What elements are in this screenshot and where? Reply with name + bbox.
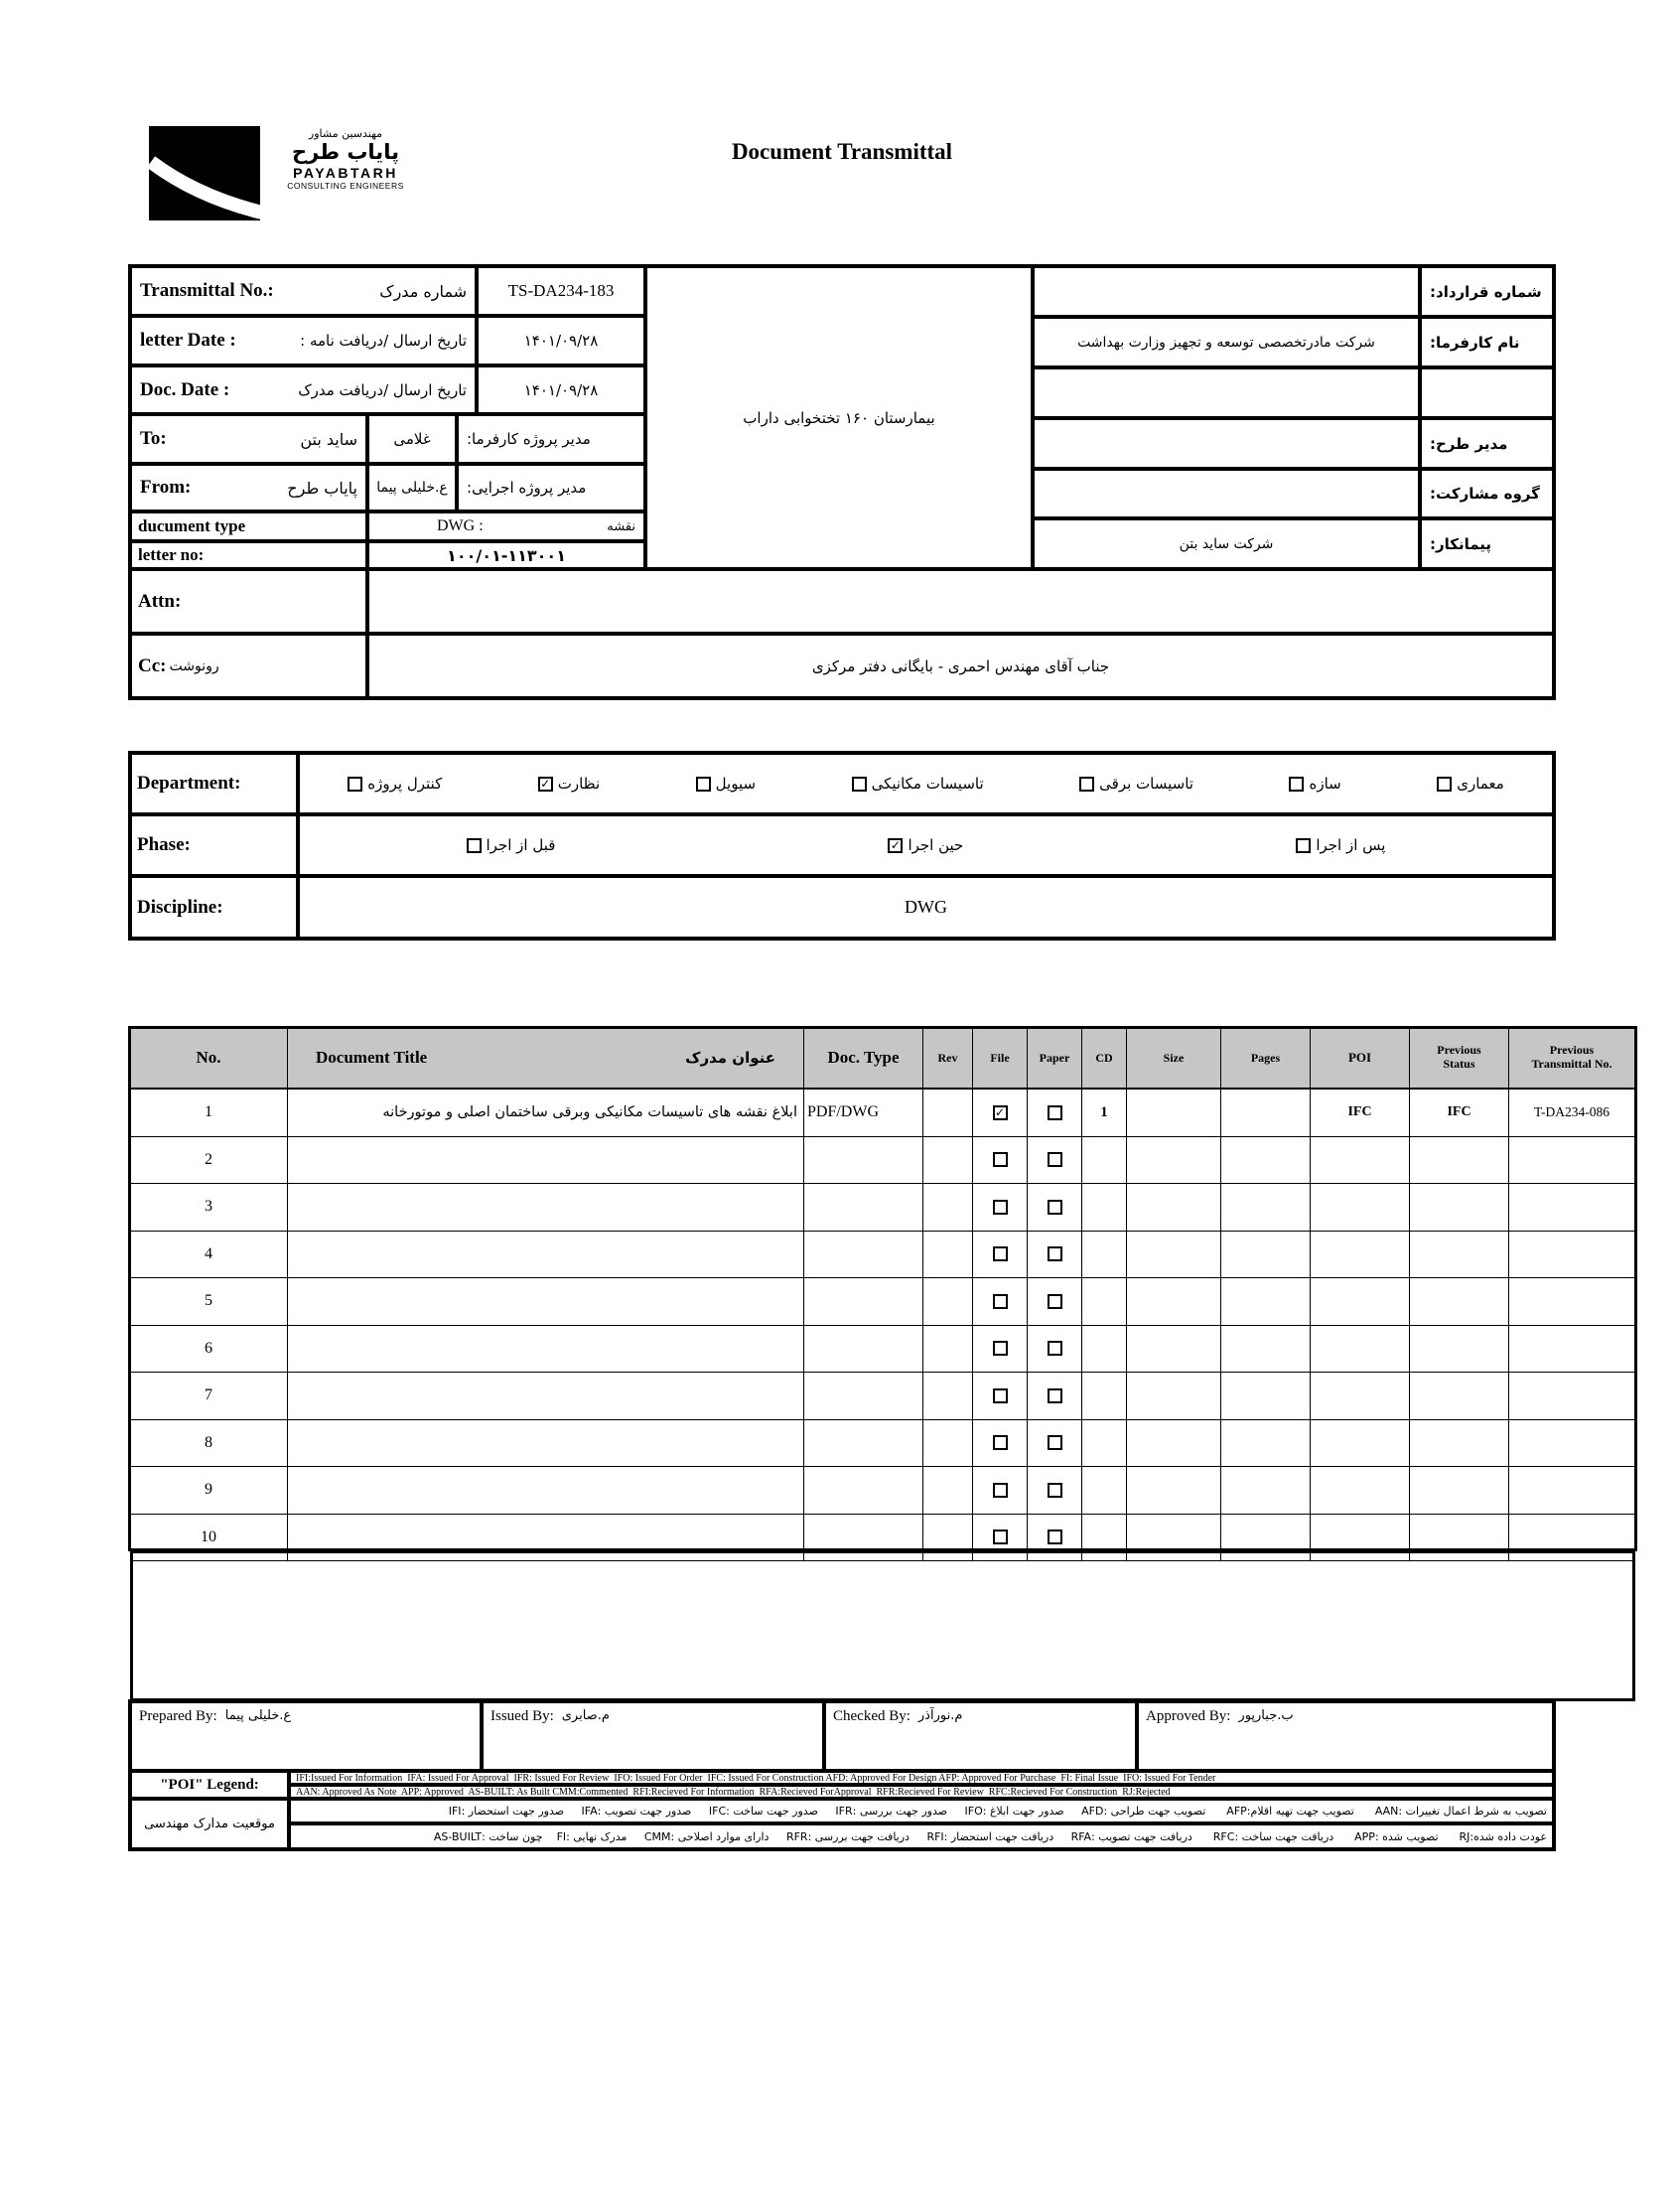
phase-options bbox=[298, 814, 1554, 876]
cell-prev-transmittal: T-DA234-086 bbox=[1534, 1104, 1610, 1120]
checkbox-icon[interactable] bbox=[993, 1152, 1008, 1167]
row-cell bbox=[1028, 1420, 1082, 1467]
row-cell bbox=[130, 1326, 288, 1373]
row-cell bbox=[973, 1184, 1028, 1231]
letter-date-label-en: letter Date : bbox=[140, 330, 236, 351]
row-cell bbox=[923, 1184, 973, 1231]
header-prev-status: Previous Status bbox=[1437, 1043, 1481, 1071]
cc-value: جناب آقای مهندس احمری - بایگانی دفتر مرکزی bbox=[367, 634, 1554, 698]
checkbox-icon[interactable] bbox=[993, 1341, 1008, 1356]
header-prev-transmittal: Previous Transmittal No. bbox=[1531, 1043, 1612, 1071]
cell-title: ابلاغ نقشه های تاسیسات مکانیکی وبرقی ساختمان اصلی و موتورخانه bbox=[288, 1090, 804, 1136]
letter-date-label-fa: تاریخ ارسال /دریافت نامه : bbox=[300, 332, 467, 350]
header-size: Size bbox=[1163, 1050, 1185, 1065]
header-pages: Pages bbox=[1250, 1050, 1281, 1065]
checkbox-icon[interactable] bbox=[1048, 1388, 1062, 1403]
from-company: پایاب طرح bbox=[287, 478, 357, 498]
from-person: ع.خلیلی پیما bbox=[367, 464, 457, 511]
logo-fa-tagline: مهندسین مشاور bbox=[308, 127, 383, 140]
row-cell bbox=[1221, 1467, 1311, 1514]
cell-title bbox=[288, 1278, 804, 1325]
row-cell bbox=[1082, 1232, 1127, 1278]
page-title: Document Transmittal bbox=[731, 139, 953, 164]
option-label: تاسیسات برقی bbox=[1099, 775, 1193, 793]
row-cell bbox=[1311, 1420, 1410, 1467]
row-cell bbox=[130, 1467, 288, 1514]
row-cell bbox=[973, 1326, 1028, 1373]
row-cell bbox=[1311, 1090, 1410, 1136]
cc-label-en: Cc: bbox=[138, 655, 167, 676]
contract-info-label: شماره قرارداد: bbox=[1420, 266, 1554, 317]
from-label: From: bbox=[140, 477, 192, 498]
row-cell bbox=[1127, 1090, 1221, 1136]
cell-no: 1 bbox=[205, 1103, 212, 1121]
contract-info-label: گروه مشارکت: bbox=[1420, 469, 1554, 518]
row-cell bbox=[804, 1278, 923, 1325]
row-cell bbox=[1127, 1373, 1221, 1419]
checkbox-checked-icon[interactable] bbox=[538, 777, 553, 792]
header-cell bbox=[1410, 1028, 1509, 1088]
phase-label-text: Phase: bbox=[137, 834, 191, 855]
header-cell bbox=[804, 1028, 923, 1088]
document-type-label bbox=[130, 511, 367, 541]
header-cell bbox=[288, 1028, 804, 1088]
row-cell bbox=[804, 1326, 923, 1373]
row-cell bbox=[923, 1467, 973, 1514]
row-cell bbox=[1082, 1373, 1127, 1419]
row-cell bbox=[1410, 1090, 1509, 1136]
header-cell bbox=[130, 1028, 288, 1088]
prepared-by-cell bbox=[130, 1701, 482, 1771]
row-cell bbox=[923, 1278, 973, 1325]
row-cell bbox=[1221, 1090, 1311, 1136]
to-label: To: bbox=[140, 428, 167, 449]
project-name: بیمارستان ۱۶۰ تختخوابی داراب bbox=[645, 266, 1033, 569]
row-cell bbox=[130, 1373, 288, 1419]
phase-option bbox=[1296, 836, 1385, 854]
row-cell bbox=[973, 1420, 1028, 1467]
contract-info-value bbox=[1033, 418, 1420, 469]
row-cell bbox=[923, 1420, 973, 1467]
poi-legend-en-line1: IFI:Issued For Information IFA: Issued For Approval IFR: Issued For Review IFO: Issued For Order IFC: Issued For Construction AFD: Approved For Design AFP: Approved For Purchase FI: Final Issue IFO: Issued For Tender bbox=[289, 1771, 1554, 1785]
table-row bbox=[130, 1278, 1635, 1326]
row-cell bbox=[1082, 1090, 1127, 1136]
transmittal-no-label-en: Transmittal No.: bbox=[140, 280, 274, 301]
row-cell bbox=[1311, 1232, 1410, 1278]
row-cell bbox=[1082, 1184, 1127, 1231]
approved-by-cell bbox=[1137, 1701, 1554, 1771]
document-type-value-fa: نقشه bbox=[607, 518, 635, 534]
cell-no: 6 bbox=[205, 1339, 212, 1357]
cell-no: 10 bbox=[201, 1528, 216, 1545]
row-cell bbox=[1509, 1278, 1635, 1325]
row-cell bbox=[1028, 1232, 1082, 1278]
option-label: نظارت bbox=[557, 775, 601, 793]
cell-doc-type: PDF/DWG bbox=[807, 1103, 880, 1121]
attn-label bbox=[130, 569, 367, 634]
checkbox-icon[interactable] bbox=[1048, 1200, 1062, 1215]
dept-option bbox=[696, 775, 756, 793]
contract-info-value bbox=[1033, 266, 1420, 317]
phase-label bbox=[130, 814, 298, 876]
poi-legend-label: "POI" Legend: bbox=[130, 1771, 289, 1799]
transmittal-no-value: TS-DA234-183 bbox=[477, 266, 645, 316]
letter-no-label-en: letter no: bbox=[138, 545, 205, 564]
department-options bbox=[298, 753, 1554, 814]
poi-legend-fa-line2: عودت داده شده:RJ تصویب شده :APP دریافت جهت ساخت :RFC دریافت جهت تصویب :RFA دریافت جهت استحضار :RFI دریافت جهت بررسی :RFR دارای موارد اصلاحی :CMM مدرک نهایی :FI چون ساخت :AS-BUILT bbox=[289, 1823, 1554, 1849]
header-cell bbox=[923, 1028, 973, 1088]
row-cell bbox=[1082, 1326, 1127, 1373]
doc-status-label-fa: موقعیت مدارک مهندسی bbox=[130, 1799, 289, 1849]
option-label: معماری bbox=[1457, 775, 1504, 793]
row-cell bbox=[130, 1232, 288, 1278]
cc-label bbox=[130, 634, 367, 698]
transmittal-no-label-fa: شماره مدرک bbox=[379, 281, 467, 301]
row-cell bbox=[1028, 1278, 1082, 1325]
checkbox-icon[interactable] bbox=[1048, 1341, 1062, 1356]
checkbox-icon[interactable] bbox=[1079, 777, 1094, 792]
document-type-value-en: DWG : bbox=[437, 517, 484, 534]
cc-label-fa: رونوشت bbox=[169, 657, 219, 674]
issued-by-cell bbox=[482, 1701, 824, 1771]
doc-date-value: ۱۴۰۱/۰۹/۲۸ bbox=[477, 365, 645, 414]
checked-by-label: Checked By: bbox=[833, 1708, 910, 1724]
letter-date-label bbox=[130, 316, 477, 365]
cell-title bbox=[288, 1326, 804, 1373]
row-cell bbox=[804, 1232, 923, 1278]
checkbox-icon[interactable] bbox=[1048, 1483, 1062, 1498]
contract-info-value: شرکت مادرتخصصی توسعه و تجهیز وزارت بهداشت bbox=[1033, 317, 1420, 367]
row-cell bbox=[130, 1278, 288, 1325]
table-row bbox=[130, 1137, 1635, 1185]
row-cell bbox=[1082, 1467, 1127, 1514]
from-cell bbox=[130, 464, 367, 511]
row-cell bbox=[1221, 1232, 1311, 1278]
letter-no-label bbox=[130, 541, 367, 569]
option-label: حین اجرا bbox=[908, 836, 964, 854]
header-cell bbox=[1311, 1028, 1410, 1088]
letter-no-value: ۱۰۰/۰۱-۱۱۳۰۰۱ bbox=[367, 541, 645, 569]
department-label-text: Department: bbox=[137, 773, 241, 794]
row-cell bbox=[1311, 1467, 1410, 1514]
contract-info-value bbox=[1033, 469, 1420, 518]
row-cell bbox=[1311, 1137, 1410, 1184]
cell-no: 3 bbox=[205, 1198, 212, 1216]
approved-by-label: Approved By: bbox=[1146, 1708, 1231, 1724]
attn-label-en: Attn: bbox=[138, 590, 182, 612]
dept-option bbox=[1437, 775, 1504, 793]
table-row bbox=[130, 1184, 1635, 1232]
row-cell bbox=[1221, 1184, 1311, 1231]
option-label: تاسیسات مکانیکی bbox=[871, 775, 984, 793]
row-cell bbox=[923, 1090, 973, 1136]
header-poi: POI bbox=[1347, 1050, 1372, 1065]
to-person: غلامی bbox=[367, 414, 457, 464]
row-cell bbox=[1509, 1373, 1635, 1419]
checkbox-icon[interactable] bbox=[1048, 1105, 1062, 1120]
checkbox-icon[interactable] bbox=[993, 1200, 1008, 1215]
row-cell bbox=[1509, 1137, 1635, 1184]
table-row bbox=[130, 1467, 1635, 1515]
checkbox-icon[interactable] bbox=[1048, 1294, 1062, 1309]
prepared-by-label: Prepared By: bbox=[139, 1708, 217, 1724]
checkbox-icon[interactable] bbox=[852, 777, 867, 792]
row-cell bbox=[804, 1137, 923, 1184]
contract-info-label: نام کارفرما: bbox=[1420, 317, 1554, 367]
cell-no: 8 bbox=[205, 1433, 212, 1451]
row-cell bbox=[1221, 1278, 1311, 1325]
header-cd: CD bbox=[1095, 1050, 1113, 1065]
row-cell bbox=[1082, 1420, 1127, 1467]
header-paper: Paper bbox=[1039, 1050, 1070, 1065]
row-cell bbox=[923, 1373, 973, 1419]
header-cell bbox=[1127, 1028, 1221, 1088]
contract-info-value: شرکت ساید بتن bbox=[1033, 518, 1420, 569]
doc-date-label-fa: تاریخ ارسال /دریافت مدرک bbox=[298, 380, 467, 399]
row-cell bbox=[1311, 1184, 1410, 1231]
cell-title bbox=[288, 1137, 804, 1184]
row-cell bbox=[923, 1232, 973, 1278]
checkbox-icon[interactable] bbox=[348, 777, 362, 792]
row-cell bbox=[1028, 1326, 1082, 1373]
cell-title bbox=[288, 1184, 804, 1231]
cell-no: 9 bbox=[205, 1481, 212, 1499]
doc-date-label-en: Doc. Date : bbox=[140, 378, 230, 400]
row-cell bbox=[1082, 1137, 1127, 1184]
row-cell bbox=[1028, 1184, 1082, 1231]
option-label: سازه bbox=[1309, 775, 1341, 793]
cell-title bbox=[288, 1232, 804, 1278]
row-cell bbox=[1509, 1420, 1635, 1467]
row-cell bbox=[1509, 1184, 1635, 1231]
row-cell bbox=[1221, 1373, 1311, 1419]
checkbox-icon[interactable] bbox=[467, 838, 482, 853]
table-row bbox=[130, 1090, 1635, 1137]
checkbox-icon[interactable] bbox=[1289, 777, 1304, 792]
checkbox-icon[interactable] bbox=[993, 1483, 1008, 1498]
discipline-label bbox=[130, 876, 298, 939]
row-cell bbox=[1127, 1467, 1221, 1514]
row-cell bbox=[1028, 1137, 1082, 1184]
header-file: File bbox=[990, 1050, 1010, 1065]
phase-option bbox=[467, 836, 556, 854]
cell-title bbox=[288, 1467, 804, 1514]
from-role: مدیر پروژه اجرایی: bbox=[457, 464, 645, 511]
issued-by-label: Issued By: bbox=[490, 1708, 554, 1724]
row-cell bbox=[973, 1278, 1028, 1325]
dept-option bbox=[1289, 775, 1340, 793]
row-cell bbox=[1028, 1090, 1082, 1136]
row-cell bbox=[1028, 1467, 1082, 1514]
row-cell bbox=[973, 1373, 1028, 1419]
cell-no: 4 bbox=[205, 1244, 212, 1262]
row-cell bbox=[973, 1232, 1028, 1278]
remarks-box bbox=[130, 1549, 1635, 1701]
dept-option bbox=[348, 775, 442, 793]
row-cell bbox=[1311, 1278, 1410, 1325]
row-cell bbox=[1509, 1467, 1635, 1514]
header-doc-type: Doc. Type bbox=[827, 1048, 900, 1067]
row-cell bbox=[130, 1090, 288, 1136]
dept-option bbox=[538, 775, 600, 793]
table-row bbox=[130, 1232, 1635, 1279]
checkbox-icon[interactable] bbox=[993, 1388, 1008, 1403]
checkbox-icon[interactable] bbox=[993, 1294, 1008, 1309]
option-label: کنترل پروژه bbox=[367, 775, 443, 793]
cell-prev-status: IFC bbox=[1447, 1104, 1471, 1120]
discipline-label-text: Discipline: bbox=[137, 896, 223, 918]
row-cell bbox=[804, 1090, 923, 1136]
checkbox-icon[interactable] bbox=[1048, 1152, 1062, 1167]
doc-date-label bbox=[130, 365, 477, 414]
row-cell bbox=[973, 1137, 1028, 1184]
to-role: مدیر پروژه کارفرما: bbox=[457, 414, 645, 464]
poi-legend-fa-line1: تصویب به شرط اعمال تغییرات :AAN تصویب جهت تهیه اقلام:AFP تصویب جهت طراحی :AFD صدور جهت ابلاغ :IFO صدور جهت بررسی :IFR صدور جهت ساخت :IFC صدور جهت تصویب :IFA صدور جهت استحضار :IFI bbox=[289, 1799, 1554, 1823]
option-label: قبل از اجرا bbox=[486, 836, 556, 854]
dept-option bbox=[852, 775, 984, 793]
row-cell bbox=[1410, 1467, 1509, 1514]
row-cell bbox=[130, 1420, 288, 1467]
row-cell bbox=[1311, 1373, 1410, 1419]
checkbox-icon[interactable] bbox=[1048, 1246, 1062, 1261]
row-cell bbox=[1127, 1278, 1221, 1325]
option-label: پس از اجرا bbox=[1316, 836, 1386, 854]
row-cell bbox=[1221, 1326, 1311, 1373]
row-cell bbox=[1127, 1420, 1221, 1467]
document-type-value bbox=[367, 511, 645, 541]
table-row bbox=[130, 1326, 1635, 1374]
cell-title bbox=[288, 1373, 804, 1419]
row-cell bbox=[1127, 1184, 1221, 1231]
checkbox-icon[interactable] bbox=[1048, 1530, 1062, 1544]
checked-by-cell bbox=[824, 1701, 1137, 1771]
row-cell bbox=[804, 1373, 923, 1419]
documents-table-header bbox=[130, 1028, 1635, 1090]
cell-cd: 1 bbox=[1100, 1103, 1108, 1120]
approved-by-name: ب.جبارپور bbox=[1238, 1708, 1294, 1723]
row-cell bbox=[1127, 1232, 1221, 1278]
cell-no: 7 bbox=[205, 1386, 212, 1404]
header-cell bbox=[973, 1028, 1028, 1088]
phase-option bbox=[888, 836, 963, 854]
header-cell bbox=[1082, 1028, 1127, 1088]
checkbox-icon[interactable] bbox=[696, 777, 711, 792]
row-cell bbox=[804, 1467, 923, 1514]
table-row bbox=[130, 1373, 1635, 1420]
row-cell bbox=[1410, 1137, 1509, 1184]
cell-title bbox=[288, 1420, 804, 1467]
department-label bbox=[130, 753, 298, 814]
cell-no: 5 bbox=[205, 1292, 212, 1310]
dept-option bbox=[1079, 775, 1193, 793]
row-cell bbox=[1221, 1420, 1311, 1467]
transmittal-no-label bbox=[130, 266, 477, 316]
row-cell bbox=[804, 1420, 923, 1467]
row-cell bbox=[1410, 1278, 1509, 1325]
row-cell bbox=[1028, 1373, 1082, 1419]
checkbox-icon[interactable] bbox=[1437, 777, 1452, 792]
row-cell bbox=[973, 1090, 1028, 1136]
header-no: No. bbox=[196, 1048, 221, 1067]
row-cell bbox=[923, 1137, 973, 1184]
checkbox-icon[interactable] bbox=[993, 1530, 1008, 1544]
prepared-by-name: ع.خلیلی پیما bbox=[224, 1708, 292, 1723]
row-cell bbox=[1127, 1137, 1221, 1184]
row-cell bbox=[1410, 1373, 1509, 1419]
checkbox-icon[interactable] bbox=[1296, 838, 1311, 853]
contract-info-label: پیمانکار: bbox=[1420, 518, 1554, 569]
row-cell bbox=[1127, 1326, 1221, 1373]
row-cell bbox=[1410, 1184, 1509, 1231]
row-cell bbox=[804, 1184, 923, 1231]
row-cell bbox=[1221, 1137, 1311, 1184]
logo-en-subtitle: CONSULTING ENGINEERS bbox=[287, 181, 404, 192]
contract-info-label: مدیر طرح: bbox=[1420, 418, 1554, 469]
row-cell bbox=[130, 1184, 288, 1231]
header-cell bbox=[1028, 1028, 1082, 1088]
logo-en-name: PAYABTARH bbox=[293, 165, 398, 182]
cell-poi: IFC bbox=[1347, 1104, 1372, 1120]
logo-fa-name: پایاب طرح bbox=[292, 140, 399, 164]
discipline-value: DWG bbox=[298, 876, 1554, 939]
row-cell bbox=[973, 1467, 1028, 1514]
header-title-fa: عنوان مدرک bbox=[685, 1049, 775, 1067]
cell-no: 2 bbox=[205, 1150, 212, 1168]
checkbox-icon[interactable] bbox=[1048, 1435, 1062, 1450]
row-cell bbox=[923, 1326, 973, 1373]
header-rev: Rev bbox=[937, 1050, 958, 1065]
header-cell bbox=[1221, 1028, 1311, 1088]
header-title-en: Document Title bbox=[316, 1048, 428, 1067]
row-cell bbox=[1410, 1420, 1509, 1467]
issued-by-name: م.صابری bbox=[561, 1708, 610, 1723]
document-type-label-en: ducument type bbox=[138, 516, 246, 535]
checkbox-icon[interactable] bbox=[993, 1246, 1008, 1261]
checked-by-name: م.نورآذر bbox=[917, 1708, 963, 1723]
row-cell bbox=[1509, 1326, 1635, 1373]
poi-legend-en-line2: AAN: Approved As Note APP: Approved AS-BUILT: As Built CMM:Commented RFI:Recieved For Information RFA:Recieved ForApproval RFR:Recieved For Review RFC:Recieved For Construction RJ:Rejected bbox=[289, 1785, 1554, 1799]
row-cell bbox=[1509, 1232, 1635, 1278]
header-cell bbox=[1509, 1028, 1635, 1088]
to-cell bbox=[130, 414, 367, 464]
table-row bbox=[130, 1420, 1635, 1468]
row-cell bbox=[1509, 1090, 1635, 1136]
row-cell bbox=[1082, 1278, 1127, 1325]
contract-info-label bbox=[1420, 367, 1554, 418]
to-company: ساید بتن bbox=[300, 429, 357, 449]
row-cell bbox=[1311, 1326, 1410, 1373]
documents-table bbox=[130, 1028, 1635, 1549]
attn-value bbox=[367, 569, 1554, 634]
letter-date-value: ۱۴۰۱/۰۹/۲۸ bbox=[477, 316, 645, 365]
row-cell bbox=[1410, 1232, 1509, 1278]
contract-info-value bbox=[1033, 367, 1420, 418]
row-cell bbox=[130, 1137, 288, 1184]
checkbox-checked-icon[interactable] bbox=[993, 1105, 1008, 1120]
checkbox-checked-icon[interactable] bbox=[888, 838, 903, 853]
option-label: سیویل bbox=[715, 775, 757, 793]
checkbox-icon[interactable] bbox=[993, 1435, 1008, 1450]
row-cell bbox=[1410, 1326, 1509, 1373]
